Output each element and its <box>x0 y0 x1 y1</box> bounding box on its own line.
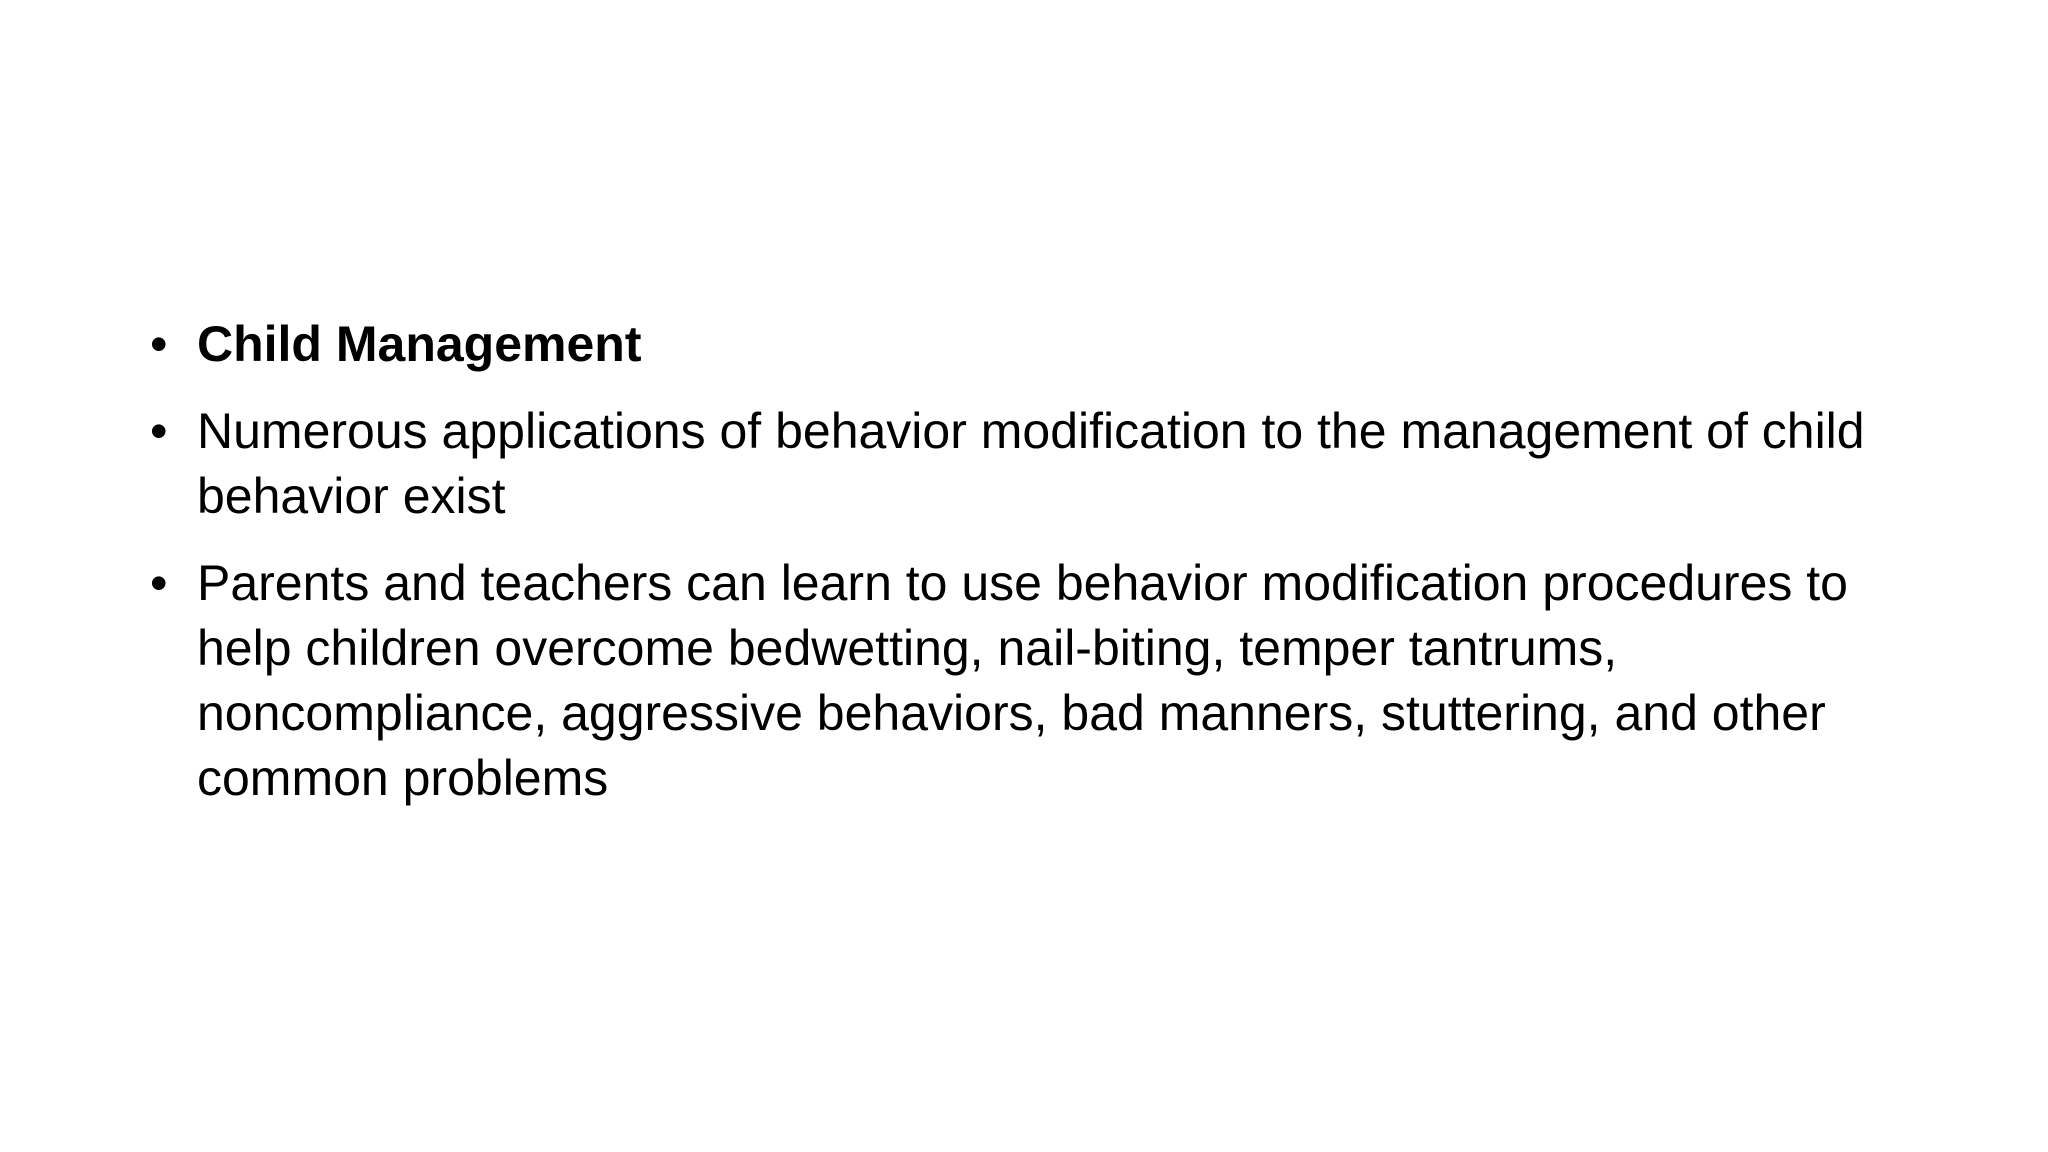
bullet-list <box>150 312 1930 833</box>
bullet-icon: • <box>150 555 168 611</box>
bullet-icon: • <box>150 316 168 372</box>
bullet-text-parents-teachers: Parents and teachers can learn to use behavior modification procedures to help children overcome bedwetting, nail-biting, temper tantrums, noncompliance, aggressive behaviors, bad manners, stuttering, and other common problems <box>197 555 1848 806</box>
bullet-item-applications <box>150 399 1930 529</box>
bullet-item-heading <box>150 312 1930 377</box>
bullet-icon: • <box>150 403 168 459</box>
bullet-item-parents-teachers <box>150 551 1930 811</box>
bullet-text-applications: Numerous applications of behavior modification to the management of child behavior exist <box>197 403 1865 524</box>
bullet-text-heading: Child Management <box>197 316 642 372</box>
